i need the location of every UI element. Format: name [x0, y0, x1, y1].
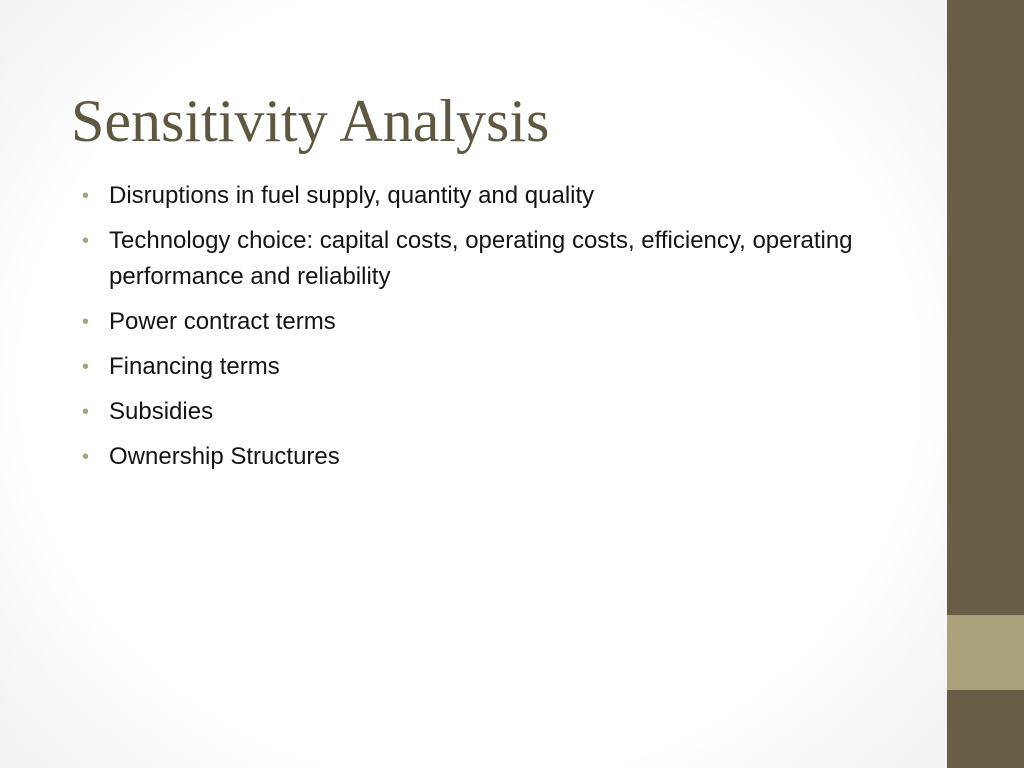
bullet-item [82, 349, 882, 385]
bullet-dot-icon: • [82, 446, 90, 468]
bullet-item [82, 304, 882, 340]
bullet-text: Power contract terms [109, 308, 336, 335]
bullet-dot-icon: • [82, 311, 90, 333]
bullet-item [82, 223, 882, 295]
bullet-item [82, 394, 882, 430]
bullet-dot-icon: • [82, 230, 90, 252]
slide-title: Sensitivity Analysis [71, 88, 550, 154]
bullet-dot-icon: • [82, 356, 90, 378]
bullet-dot-icon: • [82, 185, 90, 207]
bullet-list [82, 178, 882, 484]
bullet-text: Disruptions in fuel supply, quantity and quality [109, 182, 595, 209]
bullet-item [82, 439, 882, 475]
bullet-text: Ownership Structures [109, 443, 340, 470]
bullet-dot-icon: • [82, 401, 90, 423]
bullet-text: Subsidies [109, 398, 214, 425]
decorative-side-accent [947, 615, 1024, 690]
bullet-item [82, 178, 882, 214]
bullet-text: Technology choice: capital costs, operating costs, efficiency, operating performance and reliability [109, 227, 853, 290]
bullet-text: Financing terms [109, 353, 280, 380]
